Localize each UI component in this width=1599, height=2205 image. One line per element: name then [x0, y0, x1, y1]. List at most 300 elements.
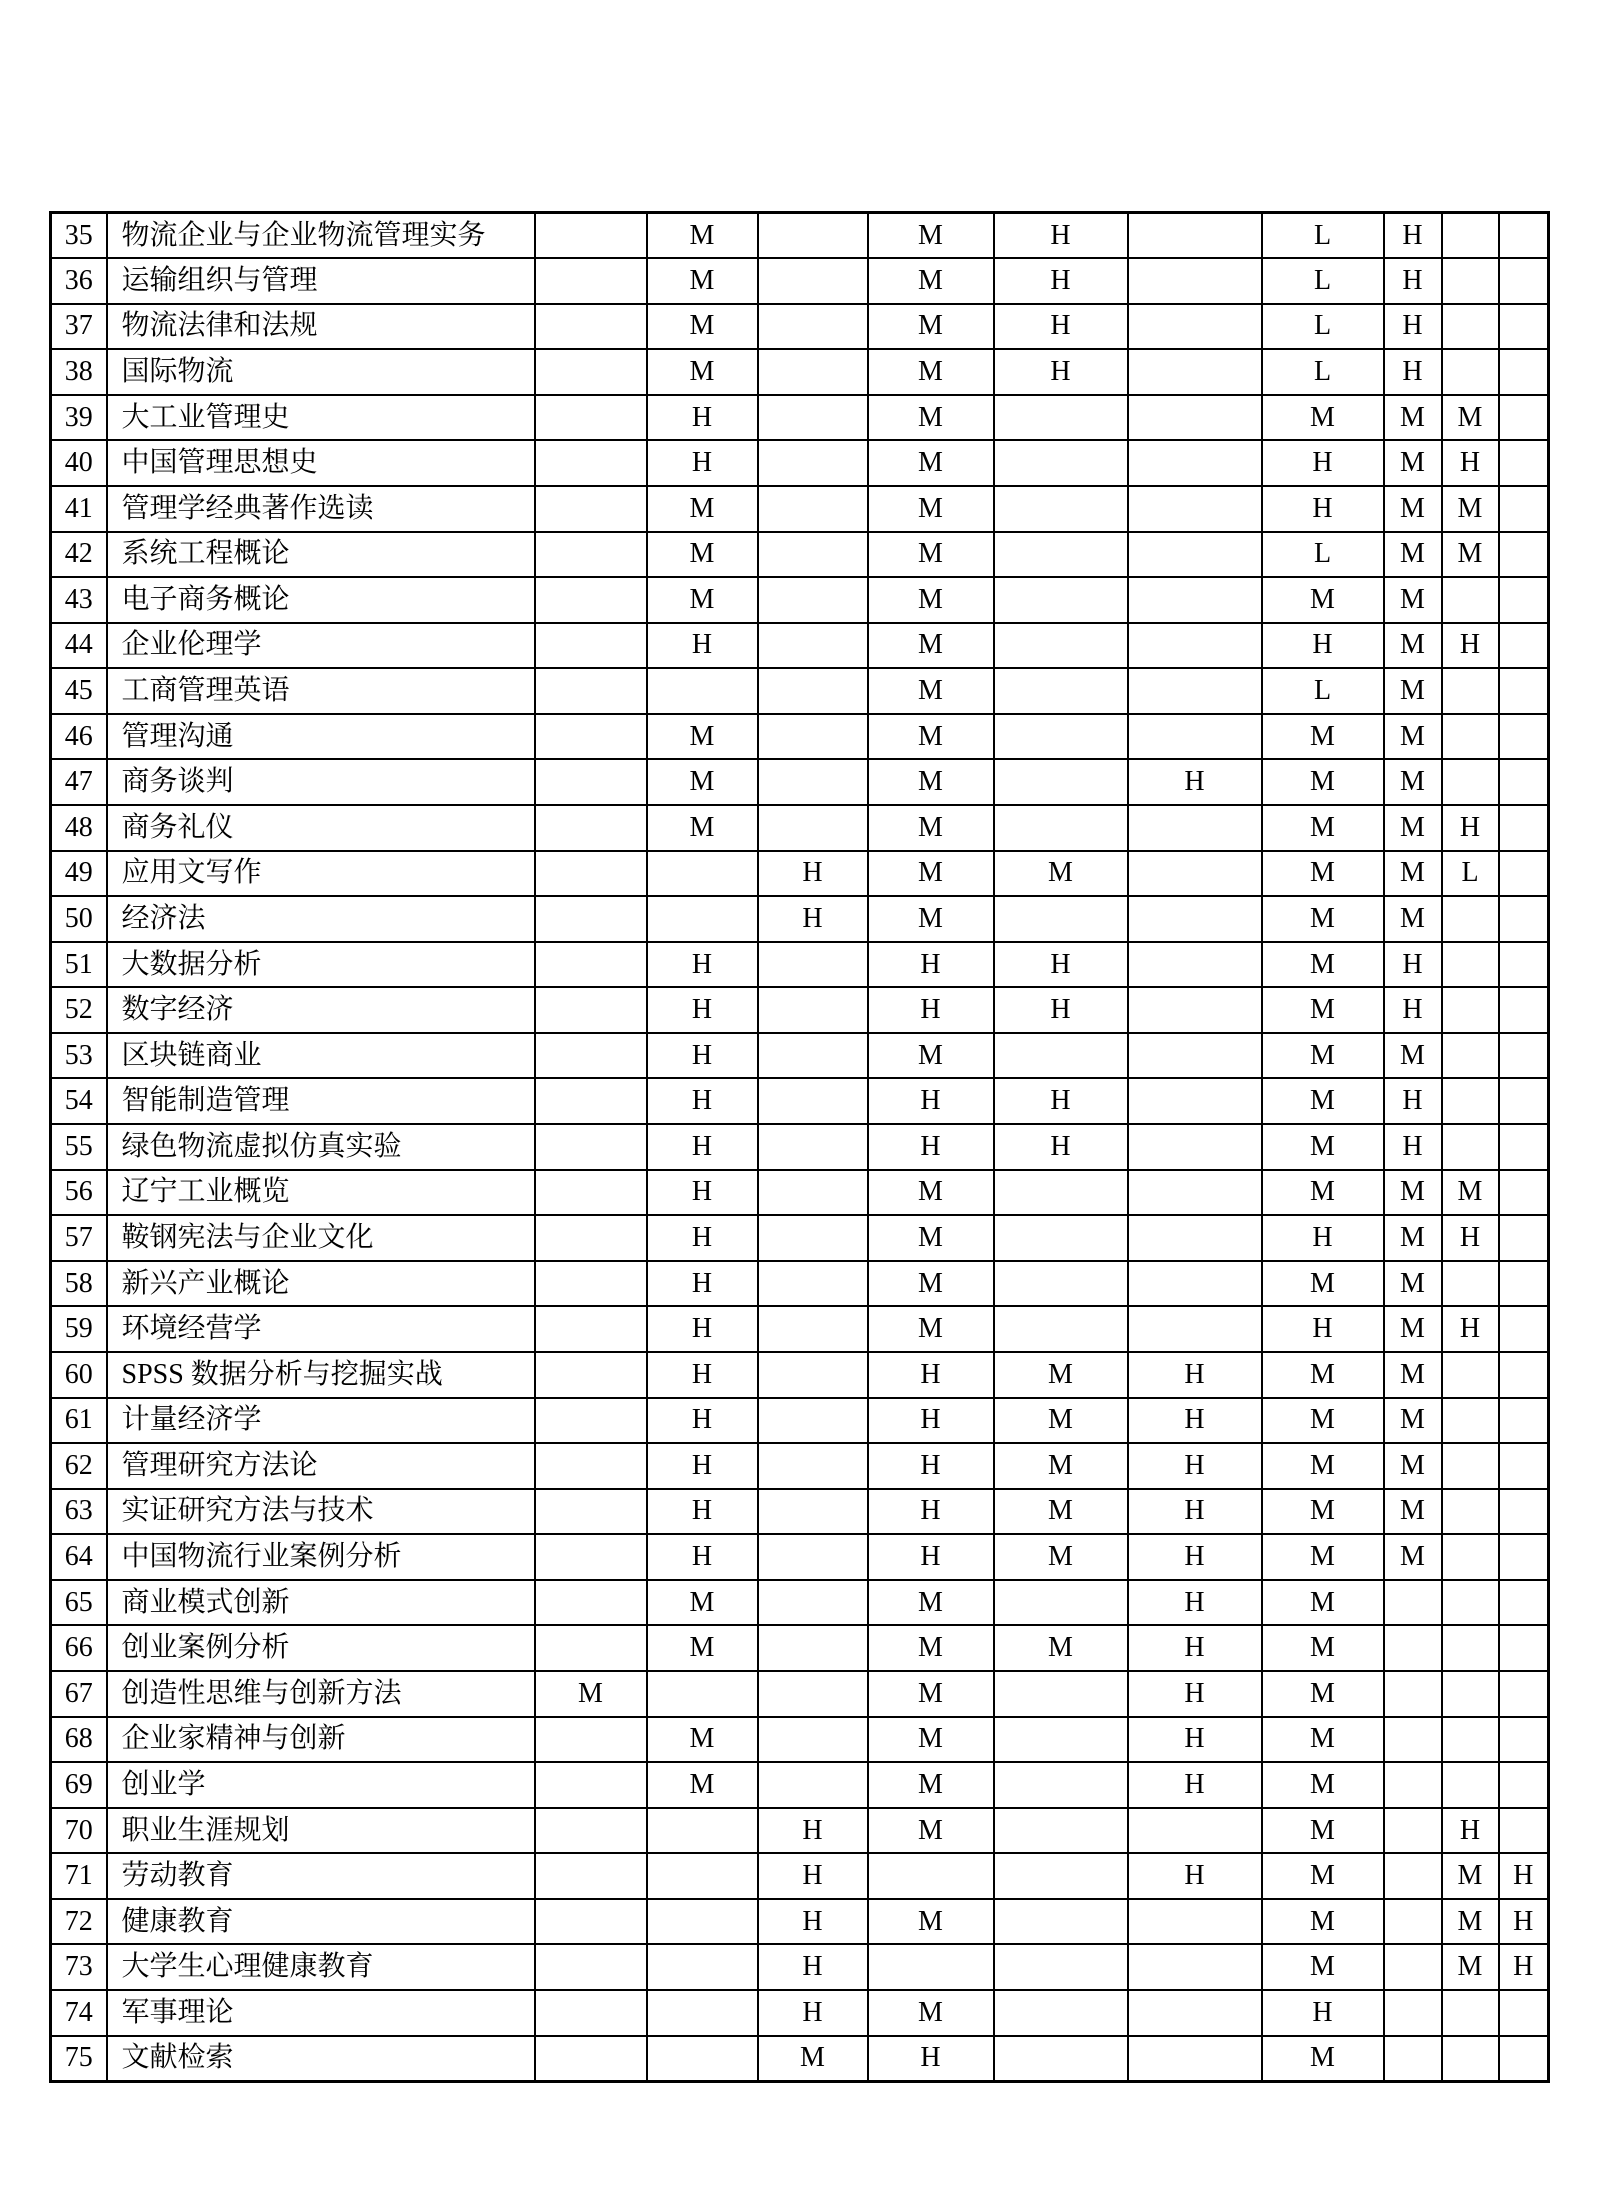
matrix-cell — [1128, 1990, 1262, 2036]
table-row — [51, 805, 1549, 851]
matrix-cell — [535, 486, 647, 532]
matrix-cell — [1442, 1717, 1499, 1763]
matrix-cell — [1128, 668, 1262, 714]
table-row — [51, 1124, 1549, 1170]
matrix-cell — [1499, 1580, 1549, 1626]
matrix-cell — [758, 668, 868, 714]
course-name: 新兴产业概论 — [107, 1261, 535, 1307]
matrix-cell: M — [1262, 942, 1384, 988]
matrix-cell — [1128, 532, 1262, 578]
matrix-cell: M — [1262, 395, 1384, 441]
table-row — [51, 577, 1549, 623]
matrix-cell: M — [1384, 896, 1442, 942]
matrix-cell: H — [1128, 1489, 1262, 1535]
matrix-cell: M — [868, 805, 994, 851]
matrix-cell — [1499, 623, 1549, 669]
matrix-cell: M — [868, 714, 994, 760]
matrix-cell — [1499, 851, 1549, 897]
matrix-cell: M — [868, 213, 994, 259]
matrix-cell — [1499, 1033, 1549, 1079]
table-row — [51, 532, 1549, 578]
matrix-cell — [994, 1580, 1128, 1626]
matrix-cell — [994, 896, 1128, 942]
course-name: 经济法 — [107, 896, 535, 942]
matrix-cell: H — [868, 1489, 994, 1535]
matrix-cell: M — [868, 623, 994, 669]
matrix-cell — [1384, 1762, 1442, 1808]
course-name: 文献检索 — [107, 2036, 535, 2082]
matrix-cell — [535, 1899, 647, 1945]
course-name: 创业案例分析 — [107, 1625, 535, 1671]
matrix-cell — [535, 1534, 647, 1580]
matrix-cell — [868, 1944, 994, 1990]
matrix-cell: H — [1384, 258, 1442, 304]
matrix-cell: L — [1262, 304, 1384, 350]
matrix-cell: M — [1384, 714, 1442, 760]
matrix-cell: M — [868, 304, 994, 350]
matrix-cell — [1499, 440, 1549, 486]
matrix-cell: H — [758, 1899, 868, 1945]
course-name: 物流法律和法规 — [107, 304, 535, 350]
matrix-cell: M — [1442, 1170, 1499, 1216]
matrix-cell: M — [1262, 1625, 1384, 1671]
matrix-cell — [758, 1078, 868, 1124]
matrix-cell — [535, 577, 647, 623]
matrix-cell — [1442, 1352, 1499, 1398]
matrix-cell: H — [758, 1808, 868, 1854]
matrix-cell — [994, 714, 1128, 760]
matrix-cell — [1499, 1808, 1549, 1854]
matrix-cell: M — [1262, 1489, 1384, 1535]
matrix-cell — [758, 1352, 868, 1398]
course-name: 环境经营学 — [107, 1306, 535, 1352]
matrix-cell — [994, 668, 1128, 714]
matrix-cell: M — [1384, 1033, 1442, 1079]
matrix-cell — [535, 942, 647, 988]
matrix-cell — [994, 1899, 1128, 1945]
matrix-cell: M — [994, 1534, 1128, 1580]
matrix-cell: M — [647, 486, 758, 532]
matrix-cell — [1499, 1990, 1549, 2036]
matrix-cell — [647, 1808, 758, 1854]
matrix-cell — [1499, 1215, 1549, 1261]
table-row — [51, 1580, 1549, 1626]
row-number: 44 — [51, 623, 107, 669]
matrix-cell: M — [647, 532, 758, 578]
matrix-cell — [758, 1306, 868, 1352]
matrix-cell — [535, 1398, 647, 1444]
matrix-cell: M — [1384, 532, 1442, 578]
matrix-cell: M — [868, 577, 994, 623]
matrix-cell — [994, 532, 1128, 578]
matrix-cell — [1442, 577, 1499, 623]
matrix-cell — [535, 1808, 647, 1854]
row-number: 40 — [51, 440, 107, 486]
matrix-cell — [1128, 1124, 1262, 1170]
matrix-cell — [535, 213, 647, 259]
matrix-cell — [758, 349, 868, 395]
matrix-cell: M — [868, 1762, 994, 1808]
row-number: 65 — [51, 1580, 107, 1626]
matrix-cell: H — [994, 213, 1128, 259]
matrix-cell: H — [1128, 1398, 1262, 1444]
matrix-cell — [994, 1215, 1128, 1261]
matrix-cell — [994, 395, 1128, 441]
matrix-cell — [1442, 1671, 1499, 1717]
matrix-cell: M — [535, 1671, 647, 1717]
matrix-cell — [994, 1717, 1128, 1763]
matrix-cell: M — [994, 1489, 1128, 1535]
matrix-cell: H — [647, 440, 758, 486]
matrix-cell: H — [647, 623, 758, 669]
matrix-cell: M — [868, 1306, 994, 1352]
table-row — [51, 1808, 1549, 1854]
matrix-cell — [535, 440, 647, 486]
matrix-cell — [1128, 851, 1262, 897]
table-row — [51, 304, 1549, 350]
matrix-cell — [535, 304, 647, 350]
matrix-cell — [535, 1078, 647, 1124]
matrix-cell: H — [647, 987, 758, 1033]
matrix-cell: H — [1442, 1215, 1499, 1261]
matrix-cell — [535, 896, 647, 942]
matrix-cell: H — [1128, 1352, 1262, 1398]
matrix-cell: H — [647, 1352, 758, 1398]
matrix-cell: H — [758, 851, 868, 897]
table-row — [51, 1534, 1549, 1580]
matrix-cell: H — [1128, 1853, 1262, 1899]
row-number: 37 — [51, 304, 107, 350]
matrix-cell — [535, 1944, 647, 1990]
matrix-cell — [1128, 987, 1262, 1033]
matrix-cell — [1384, 1853, 1442, 1899]
matrix-cell — [1442, 714, 1499, 760]
matrix-cell — [758, 1489, 868, 1535]
matrix-cell — [994, 577, 1128, 623]
matrix-cell: M — [1384, 623, 1442, 669]
matrix-cell — [1442, 1625, 1499, 1671]
matrix-cell — [1128, 258, 1262, 304]
matrix-cell — [1499, 486, 1549, 532]
course-name: 运输组织与管理 — [107, 258, 535, 304]
matrix-cell: L — [1262, 349, 1384, 395]
matrix-cell: M — [647, 258, 758, 304]
matrix-cell — [1499, 577, 1549, 623]
matrix-cell — [1499, 349, 1549, 395]
matrix-cell: H — [868, 942, 994, 988]
matrix-cell: H — [1262, 623, 1384, 669]
matrix-cell — [994, 1853, 1128, 1899]
row-number: 35 — [51, 213, 107, 259]
matrix-cell: L — [1262, 532, 1384, 578]
table-row — [51, 258, 1549, 304]
matrix-cell: H — [647, 1534, 758, 1580]
matrix-cell — [1499, 714, 1549, 760]
matrix-cell: M — [1262, 1762, 1384, 1808]
matrix-cell — [994, 1306, 1128, 1352]
matrix-cell: M — [868, 1580, 994, 1626]
row-number: 38 — [51, 349, 107, 395]
matrix-cell — [1499, 2036, 1549, 2082]
matrix-cell: H — [1442, 1808, 1499, 1854]
matrix-cell — [1128, 395, 1262, 441]
matrix-cell — [758, 577, 868, 623]
matrix-cell: H — [1384, 213, 1442, 259]
matrix-cell: H — [868, 1124, 994, 1170]
matrix-cell: M — [1384, 577, 1442, 623]
matrix-cell: H — [1262, 486, 1384, 532]
course-name: 大工业管理史 — [107, 395, 535, 441]
matrix-cell — [535, 1170, 647, 1216]
table-row — [51, 759, 1549, 805]
table-row — [51, 1489, 1549, 1535]
table-row — [51, 1261, 1549, 1307]
matrix-cell: H — [1262, 1215, 1384, 1261]
matrix-cell: M — [1384, 805, 1442, 851]
matrix-cell — [994, 440, 1128, 486]
course-name: 劳动教育 — [107, 1853, 535, 1899]
matrix-cell: H — [647, 1306, 758, 1352]
matrix-cell: L — [1262, 213, 1384, 259]
row-number: 64 — [51, 1534, 107, 1580]
matrix-cell — [535, 1762, 647, 1808]
matrix-cell: H — [994, 258, 1128, 304]
matrix-cell — [758, 258, 868, 304]
matrix-cell — [1499, 805, 1549, 851]
matrix-cell: H — [868, 987, 994, 1033]
matrix-cell — [1384, 1944, 1442, 1990]
matrix-cell: H — [1384, 304, 1442, 350]
matrix-cell: H — [1262, 440, 1384, 486]
matrix-cell — [1442, 668, 1499, 714]
matrix-cell — [535, 1580, 647, 1626]
matrix-cell: M — [1384, 1534, 1442, 1580]
row-number: 68 — [51, 1717, 107, 1763]
matrix-cell: M — [1384, 1215, 1442, 1261]
matrix-cell: H — [1262, 1306, 1384, 1352]
matrix-cell: H — [1128, 1580, 1262, 1626]
course-name: 绿色物流虚拟仿真实验 — [107, 1124, 535, 1170]
matrix-cell — [1128, 440, 1262, 486]
matrix-cell: H — [1384, 1124, 1442, 1170]
row-number: 72 — [51, 1899, 107, 1945]
matrix-cell — [1442, 258, 1499, 304]
matrix-cell — [647, 851, 758, 897]
matrix-cell: M — [1262, 896, 1384, 942]
matrix-cell: M — [1384, 486, 1442, 532]
matrix-cell: H — [1128, 1443, 1262, 1489]
matrix-cell — [1499, 1717, 1549, 1763]
course-name: 计量经济学 — [107, 1398, 535, 1444]
table-row — [51, 2036, 1549, 2082]
matrix-cell — [758, 1215, 868, 1261]
matrix-cell — [758, 486, 868, 532]
matrix-cell: H — [647, 1489, 758, 1535]
table-row — [51, 1899, 1549, 1945]
row-number: 74 — [51, 1990, 107, 2036]
matrix-cell — [1128, 1261, 1262, 1307]
matrix-cell: H — [1384, 1078, 1442, 1124]
matrix-cell — [758, 395, 868, 441]
matrix-cell — [758, 304, 868, 350]
matrix-cell: M — [1442, 1899, 1499, 1945]
matrix-cell — [1128, 1899, 1262, 1945]
matrix-cell: M — [1384, 1398, 1442, 1444]
matrix-cell — [1128, 805, 1262, 851]
matrix-cell: M — [868, 1671, 994, 1717]
matrix-cell — [535, 395, 647, 441]
matrix-cell: M — [1384, 440, 1442, 486]
matrix-cell — [994, 2036, 1128, 2082]
matrix-cell: H — [1128, 1671, 1262, 1717]
matrix-cell — [535, 1033, 647, 1079]
matrix-cell: H — [647, 1398, 758, 1444]
table-row — [51, 1170, 1549, 1216]
row-number: 73 — [51, 1944, 107, 1990]
table-row — [51, 1990, 1549, 2036]
course-name: 创业学 — [107, 1762, 535, 1808]
matrix-cell: M — [994, 851, 1128, 897]
matrix-cell — [1499, 213, 1549, 259]
table-row — [51, 1717, 1549, 1763]
course-name: 数字经济 — [107, 987, 535, 1033]
course-name: 企业伦理学 — [107, 623, 535, 669]
matrix-cell: H — [868, 1078, 994, 1124]
matrix-cell: H — [647, 1443, 758, 1489]
matrix-cell — [535, 1489, 647, 1535]
matrix-cell — [535, 987, 647, 1033]
row-number: 59 — [51, 1306, 107, 1352]
matrix-cell: M — [647, 304, 758, 350]
matrix-cell — [535, 1352, 647, 1398]
course-name: 管理沟通 — [107, 714, 535, 760]
matrix-cell: M — [647, 805, 758, 851]
table-row — [51, 896, 1549, 942]
matrix-cell — [535, 258, 647, 304]
course-table-body — [51, 213, 1549, 2082]
matrix-cell: H — [1262, 1990, 1384, 2036]
matrix-cell — [1128, 942, 1262, 988]
row-number: 43 — [51, 577, 107, 623]
matrix-cell — [758, 1717, 868, 1763]
matrix-cell — [647, 1671, 758, 1717]
matrix-cell — [1442, 1443, 1499, 1489]
matrix-cell: M — [1262, 759, 1384, 805]
matrix-cell — [994, 486, 1128, 532]
matrix-cell — [1384, 1808, 1442, 1854]
matrix-cell: H — [994, 1124, 1128, 1170]
row-number: 63 — [51, 1489, 107, 1535]
row-number: 47 — [51, 759, 107, 805]
matrix-cell: M — [868, 258, 994, 304]
matrix-cell: M — [1384, 1306, 1442, 1352]
course-name: 健康教育 — [107, 1899, 535, 1945]
matrix-cell — [1442, 1033, 1499, 1079]
matrix-cell — [1128, 1306, 1262, 1352]
matrix-cell — [1499, 1762, 1549, 1808]
matrix-cell: M — [647, 759, 758, 805]
table-row — [51, 213, 1549, 259]
matrix-cell: M — [868, 896, 994, 942]
matrix-cell — [1128, 896, 1262, 942]
course-name: 实证研究方法与技术 — [107, 1489, 535, 1535]
matrix-cell: H — [758, 896, 868, 942]
row-number: 67 — [51, 1671, 107, 1717]
matrix-cell — [1384, 1899, 1442, 1945]
table-row — [51, 1078, 1549, 1124]
matrix-cell: H — [647, 1261, 758, 1307]
matrix-cell: H — [1442, 623, 1499, 669]
matrix-cell — [535, 1261, 647, 1307]
matrix-cell: M — [1262, 987, 1384, 1033]
matrix-cell: H — [868, 2036, 994, 2082]
course-name: 电子商务概论 — [107, 577, 535, 623]
course-name: 大学生心理健康教育 — [107, 1944, 535, 1990]
matrix-cell: M — [1442, 486, 1499, 532]
matrix-cell: H — [868, 1398, 994, 1444]
matrix-cell — [758, 942, 868, 988]
matrix-cell — [1128, 714, 1262, 760]
matrix-cell: H — [994, 987, 1128, 1033]
matrix-cell: M — [1262, 577, 1384, 623]
table-row — [51, 1625, 1549, 1671]
matrix-cell: M — [1262, 1899, 1384, 1945]
matrix-cell — [535, 1306, 647, 1352]
matrix-cell — [535, 349, 647, 395]
matrix-cell — [1499, 1352, 1549, 1398]
course-name: 国际物流 — [107, 349, 535, 395]
matrix-cell: H — [1499, 1853, 1549, 1899]
matrix-cell — [758, 1762, 868, 1808]
matrix-cell — [758, 623, 868, 669]
table-row — [51, 1398, 1549, 1444]
course-name: 商务谈判 — [107, 759, 535, 805]
matrix-cell: M — [1384, 668, 1442, 714]
matrix-cell — [535, 1443, 647, 1489]
matrix-cell — [1499, 1534, 1549, 1580]
matrix-cell — [535, 1625, 647, 1671]
matrix-cell: H — [647, 1215, 758, 1261]
table-row — [51, 714, 1549, 760]
matrix-cell: H — [647, 395, 758, 441]
matrix-cell: M — [647, 577, 758, 623]
table-row — [51, 395, 1549, 441]
matrix-cell — [994, 1762, 1128, 1808]
matrix-cell: H — [758, 1944, 868, 1990]
matrix-cell: M — [1262, 851, 1384, 897]
matrix-cell: M — [868, 851, 994, 897]
table-row — [51, 1853, 1549, 1899]
matrix-cell: H — [647, 942, 758, 988]
matrix-cell — [1128, 1808, 1262, 1854]
row-number: 70 — [51, 1808, 107, 1854]
matrix-cell — [647, 1853, 758, 1899]
matrix-cell: M — [868, 668, 994, 714]
row-number: 39 — [51, 395, 107, 441]
table-row — [51, 1215, 1549, 1261]
matrix-cell — [1442, 1990, 1499, 2036]
matrix-cell — [1128, 2036, 1262, 2082]
course-name: 鞍钢宪法与企业文化 — [107, 1215, 535, 1261]
matrix-cell: H — [1442, 805, 1499, 851]
matrix-cell — [1128, 1078, 1262, 1124]
matrix-cell — [535, 1124, 647, 1170]
course-name: SPSS 数据分析与挖掘实战 — [107, 1352, 535, 1398]
matrix-cell: M — [1262, 1853, 1384, 1899]
matrix-cell — [535, 805, 647, 851]
matrix-cell — [994, 1170, 1128, 1216]
matrix-cell: L — [1442, 851, 1499, 897]
